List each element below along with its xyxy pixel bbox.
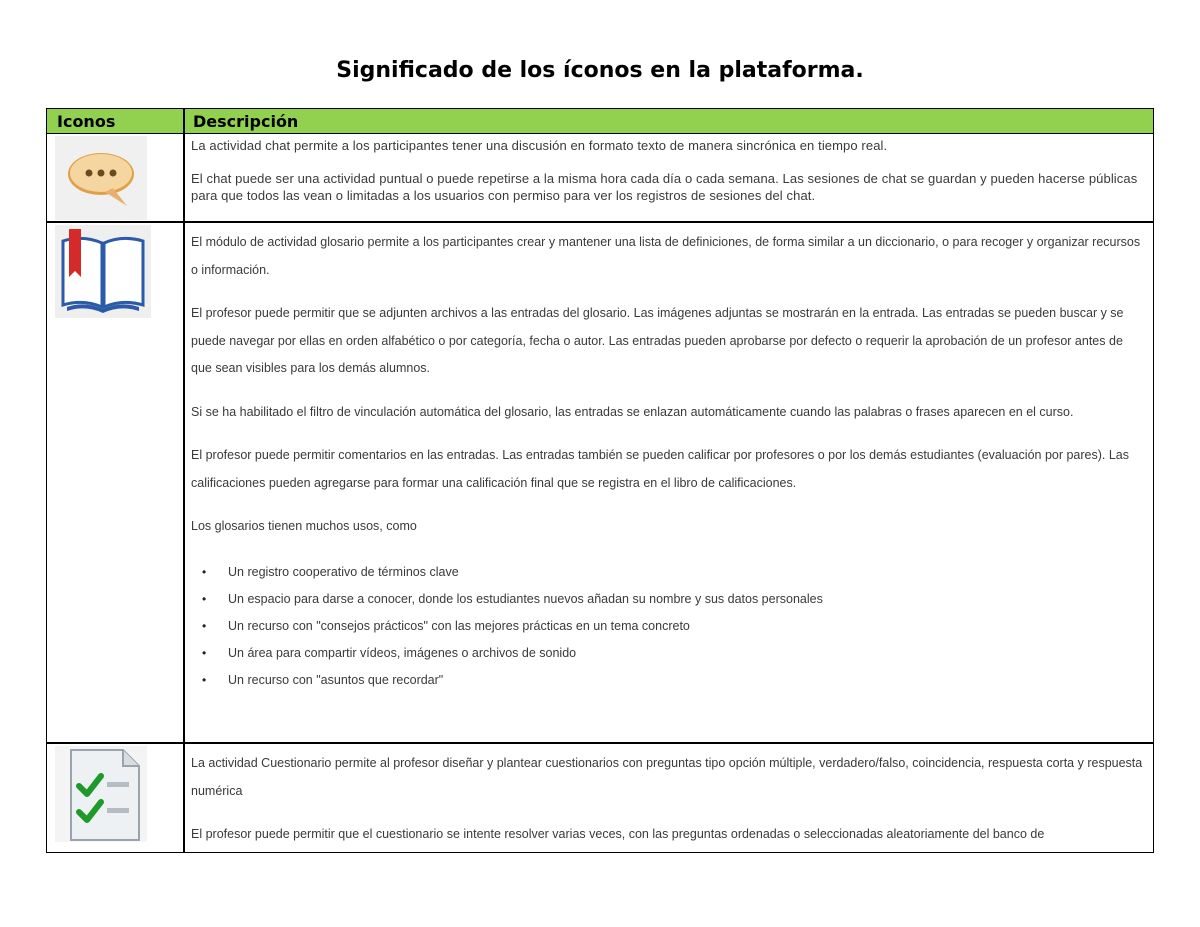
paragraph: Si se ha habilitado el filtro de vinculación automática del glosario, las entradas se enlazan automáticamente cuando las palabras o frases aparecen en el curso. xyxy=(191,404,1074,419)
table-header xyxy=(47,109,1153,134)
chat-bubble-icon xyxy=(55,136,147,220)
row-description xyxy=(191,229,1147,694)
paragraph: El profesor puede permitir comentarios en las entradas. Las entradas también se pueden calificar por profesores o por los demás estudiantes (evaluación por pares). Las calificaciones pueden agregarse para formar una calificación final que se registra en el libro de calificaciones. xyxy=(191,448,1130,490)
paragraph: El profesor puede permitir que se adjunten archivos a las entradas del glosario. Las imágenes adjuntas se mostrarán en la entrada. Las entradas se pueden buscar y se puede navegar por ellas en orden alfabético o por categoría, fecha o autor. Las entradas pueden aprobarse por defecto o requerir la aprobación de un profesor antes de que sean visibles para los demás alumnos. xyxy=(191,306,1124,375)
uses-list xyxy=(191,559,1147,694)
page-title: Significado de los íconos en la plataforma. xyxy=(336,58,864,83)
paragraph: El chat puede ser una actividad puntual o puede repetirse a la misma hora cada día o cada semana. Las sesiones de chat se guardan y pueden hacerse públicas para que todos las vean o limitadas a los usuarios con permiso para ver los registros de sesiones del chat. xyxy=(191,171,1138,203)
paragraph: La actividad Cuestionario permite al profesor diseñar y plantear cuestionarios con preguntas tipo opción múltiple, verdadero/falso, coincidencia, respuesta corta y respuesta numérica xyxy=(191,756,1143,798)
list-item: • Un recurso con "asuntos que recordar" xyxy=(191,667,1147,694)
list-item: • Un área para compartir vídeos, imágenes o archivos de sonido xyxy=(191,640,1147,667)
table-row xyxy=(47,223,1153,742)
row-description xyxy=(191,750,1147,849)
paragraph: La actividad chat permite a los participantes tener una discusión en formato texto de manera sincrónica en tiempo real. xyxy=(191,138,888,153)
quiz-checklist-icon xyxy=(55,746,147,842)
column-header-icons: Iconos xyxy=(57,112,116,131)
table-row xyxy=(47,134,1153,221)
list-item: • Un registro cooperativo de términos clave xyxy=(191,559,1147,586)
list-item: • Un recurso con "consejos prácticos" con las mejores prácticas en un tema concreto xyxy=(191,613,1147,640)
row-description xyxy=(191,137,1147,204)
icons-table xyxy=(46,108,1154,853)
paragraph: El módulo de actividad glosario permite a los participantes crear y mantener una lista de definiciones, de forma similar a un diccionario, o para recoger y organizar recursos o información. xyxy=(191,235,1141,277)
column-header-description: Descripción xyxy=(193,112,299,131)
paragraph: Los glosarios tienen muchos usos, como xyxy=(191,519,417,533)
paragraph: El profesor puede permitir que el cuestionario se intente resolver varias veces, con las preguntas ordenadas o seleccionadas aleatoriamente del banco de xyxy=(191,827,1045,841)
table-row xyxy=(47,744,1153,853)
glossary-book-icon xyxy=(55,225,147,318)
list-item: • Un espacio para darse a conocer, donde los estudiantes nuevos añadan su nombre y sus datos personales xyxy=(191,586,1147,613)
